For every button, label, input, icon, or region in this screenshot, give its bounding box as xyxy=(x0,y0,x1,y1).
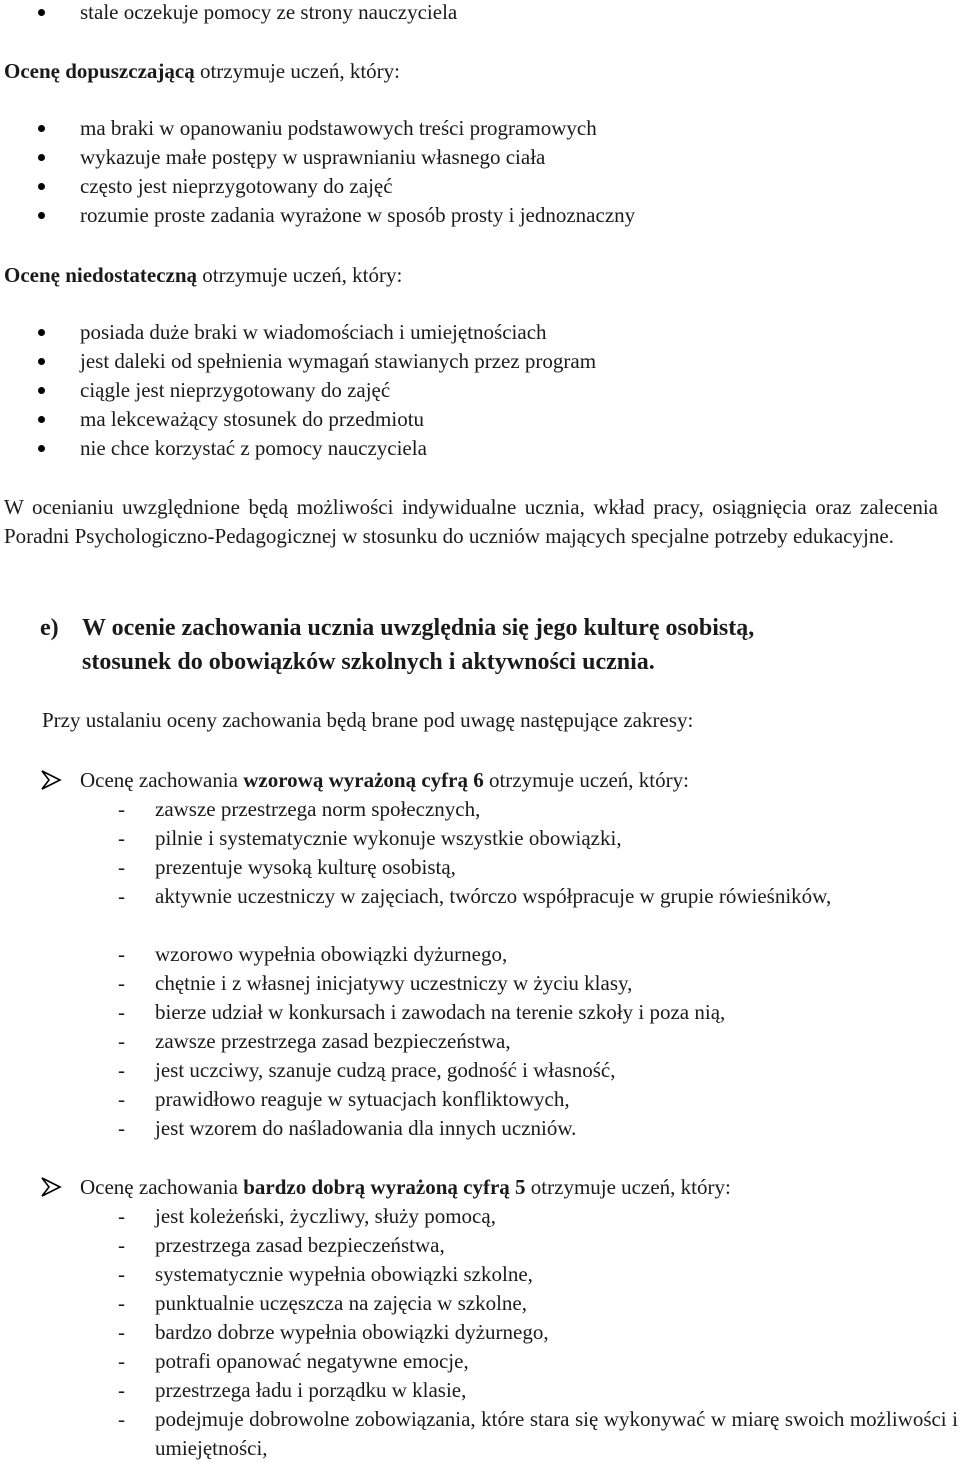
bullet-icon xyxy=(38,212,45,219)
list-item: stale oczekuje pomocy ze strony nauczyciela xyxy=(0,0,960,27)
grade-heading-dopuszczajaca: Ocenę dopuszczającą otrzymuje uczeń, który: xyxy=(4,59,400,83)
bullet-icon xyxy=(38,358,45,365)
bullet-icon xyxy=(38,125,45,132)
note-paragraph: W ocenianiu uwzględnione będą możliwości indywidualne ucznia, wkład pracy, osiągnięcia oraz zalecenia Poradni Psychologiczno-Pedagogicznej w stosunku do uczniów mających specjalne potrzeby edukacyjne. xyxy=(4,495,938,548)
bullet-icon xyxy=(38,183,45,190)
list-item: często jest nieprzygotowany do zajęć xyxy=(0,172,960,201)
bullet-icon xyxy=(38,329,45,336)
intro-text: Przy ustalaniu oceny zachowania będą brane pod uwagę następujące zakresy: xyxy=(42,708,694,732)
document-page: stale oczekuje pomocy ze strony nauczyciela Ocenę dopuszczającą otrzymuje uczeń, który: ma braki w opanowaniu podstawowych treści programowych wykazuje małe postępy w usprawnianiu własnego ciała często jest nieprzygotowany do zajęć rozumie proste zadania wyrażone w sposób prosty i jednoznaczny Ocenę niedostateczną otrzymuje uczeń, który: posiada duże braki w wiadomościach i umiejętnościach jest daleki od spełnienia wymagań stawianych przez program ciągle jest nieprzygotowany do zajęć ma lekceważący stosunek do przedmiotu nie chce korzystać z pomocy nauczyciela W ocenianiu uwzględnione będą możliwości indywidualne ucznia, wkład pracy, osiągnięcia oraz zalecenia Poradni Psychologiczno-Pedagogicznej w stosunku do uczniów mających specjalne potrzeby edukacyjne. e) W ocenie zachowania ucznia uwzględnia się jego kulturę osobistą, stosunek do obowiązków szkolnych i aktywności ucznia. Przy ustalaniu oceny zachowania będą brane pod uwagę następujące zakresy: Ocenę zachowania wzorową wyrażoną cyfrą 6 otrzymuje uczeń, który: - zawsze przestrzega norm społecznych, - pilnie i systematycznie wykonuje wszystkie obowiązki, - prezentuje wysoką kulturę osobistą, - aktywnie uczestniczy w zajęciach, twórczo współpracuje w grupie rówieśników, - wzorowo wypełnia obowiązki dyżurnego, - chętnie i z własnej inicjatywy uczestniczy w życiu klasy, - bierze udział w konkursach i zawodach na terenie szkoły i poza nią, - zawsze przestrzega zasad bezpieczeństwa, - jest uczciwy, szanuje cudzą prace, godność i własność, - prawidłowo reaguje w sytuacjach konfliktowych, - jest wzorem do naśladowania dla innych uczniów. Ocenę zachowania bardzo dobrą wyrażoną cyfrą 5 otrzymuje uczeń, który: - jest koleżeński, życzliwy, służy pomocą, - przestrzega zasad bezpieczeństwa, - systematycznie wypełnia obowiązki szkolne, - punktualnie uczęszcza na zajęcia w szkolne, - bardzo dobrze wypełnia obowiązki dyżurnego, - potrafi opanować negatywne emocje, - przestrzega ładu i porządku w klasie, - podejmuje dobrowolne zobowiązania, które stara się wykonywać w miarę swoich możliwości i umiejętności, xyxy=(0,0,960,1462)
list-item: nie chce korzystać z pomocy nauczyciela xyxy=(0,434,960,463)
arrowhead-icon xyxy=(40,769,62,791)
grade-heading-niedostateczna: Ocenę niedostateczną otrzymuje uczeń, który: xyxy=(4,263,403,287)
bullet-icon xyxy=(38,387,45,394)
grade-heading-wzorowa: Ocenę zachowania wzorową wyrażoną cyfrą 6 otrzymuje uczeń, który: xyxy=(0,766,960,795)
list-item: jest daleki od spełnienia wymagań stawianych przez program xyxy=(0,347,960,376)
list-item: rozumie proste zadania wyrażone w sposób prosty i jednoznaczny xyxy=(0,201,960,230)
list-item: posiada duże braki w wiadomościach i umiejętnościach xyxy=(0,318,960,347)
bullet-icon xyxy=(38,416,45,423)
grade-heading-bardzo-dobra: Ocenę zachowania bardzo dobrą wyrażoną cyfrą 5 otrzymuje uczeń, który: xyxy=(0,1173,960,1202)
list-item: wykazuje małe postępy w usprawnianiu własnego ciała xyxy=(0,143,960,172)
bullet-icon xyxy=(38,154,45,161)
bullet-icon xyxy=(38,9,45,16)
section-e-heading: e) W ocenie zachowania ucznia uwzględnia się jego kulturę osobistą, stosunek do obowiązków szkolnych i aktywności ucznia. xyxy=(40,615,755,675)
list-item: ciągle jest nieprzygotowany do zajęć xyxy=(0,376,960,405)
list-item: ma lekceważący stosunek do przedmiotu xyxy=(0,405,960,434)
list-item: ma braki w opanowaniu podstawowych treści programowych xyxy=(0,114,960,143)
arrowhead-icon xyxy=(40,1176,62,1198)
bullet-icon xyxy=(38,445,45,452)
